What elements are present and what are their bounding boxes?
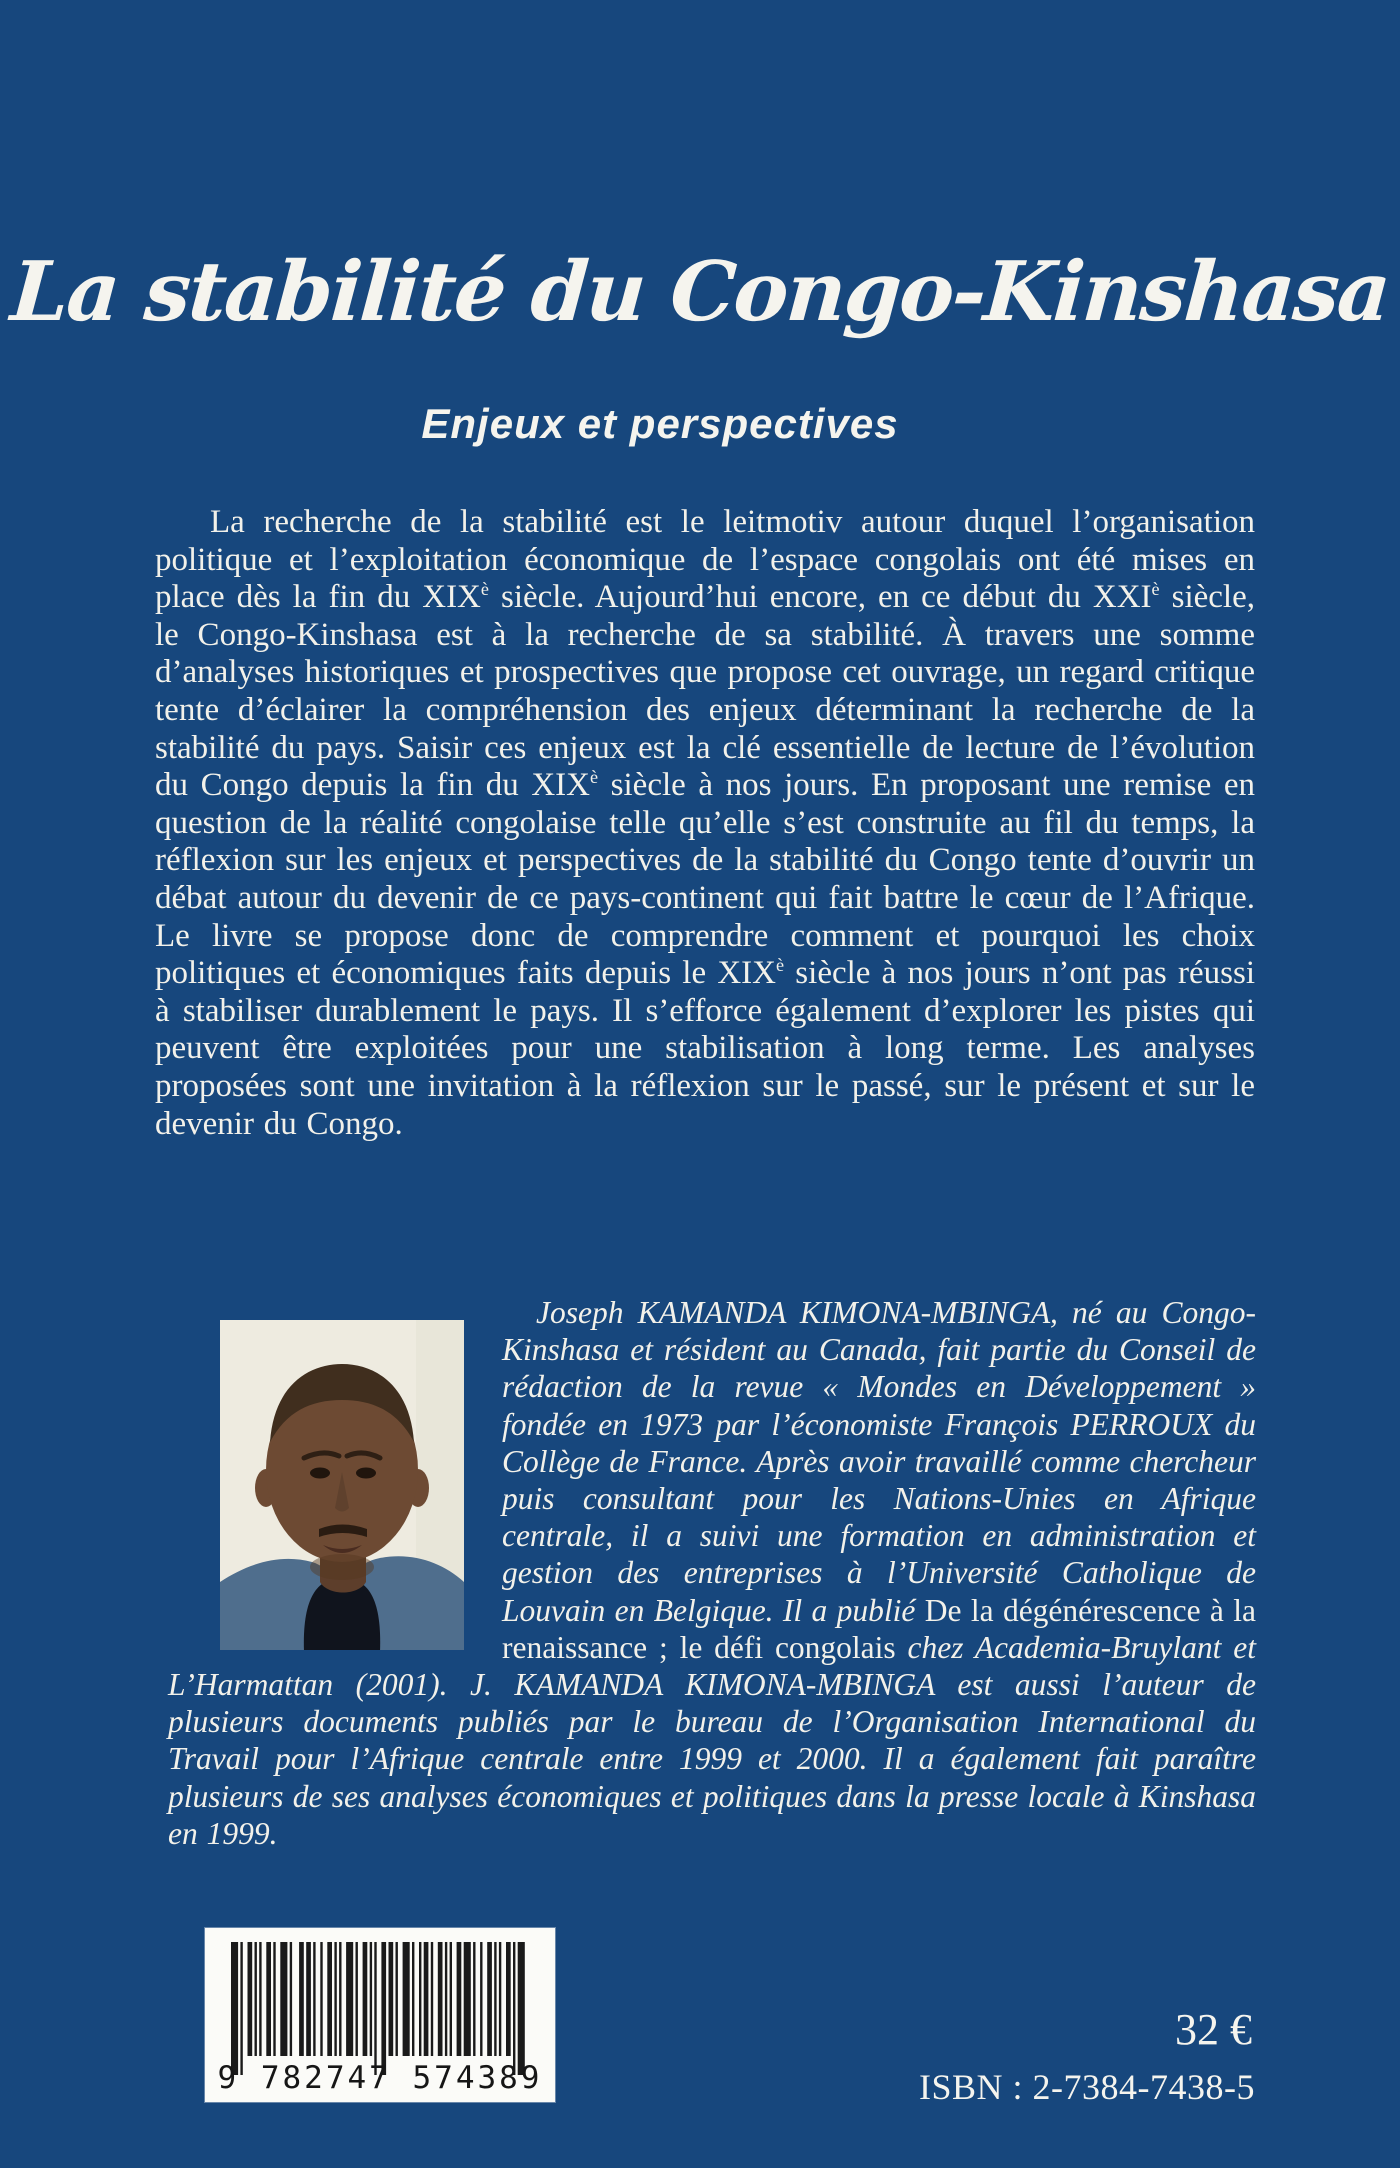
author-bio-text: Joseph KAMANDA KIMONA-MBINGA, né au Congo-Kinshasa et résident au Canada, fait partie du Conseil de rédaction de la revue « Mondes en Développement » fondée en 1973 par l’économiste François PERROUX du Collège de France. Après avoir travaillé comme chercheur puis consultant pour les Nations-Unies en Afrique centrale, il a suivi une formation en administration et gestion des entreprises à l’Université Catholique de Louvain en Belgique. Il a publié De la dégénérescence à la renaissance ; le défi congolais chez Academia-Bruylant et L’Harmattan (2001). J. KAMANDA KIMONA-MBINGA est aussi l’auteur de plusieurs documents publiés par le bureau de l’Organisation International du Travail pour l’Afrique centrale entre 1999 et 2000. Il a également fait paraître plusieurs de ses analyses économiques et politiques dans la presse locale à Kinshasa en 1999. — [168, 1295, 1256, 1851]
barcode-bars — [227, 1942, 533, 2078]
isbn-label: ISBN : 2-7384-7438-5 — [919, 2067, 1255, 2107]
barcode — [205, 1928, 555, 2102]
book-title: La stabilité du Congo-Kinshasa — [7, 244, 1392, 340]
price-label: 32 € — [1175, 2005, 1252, 2054]
author-bio-section — [168, 1294, 1256, 1852]
author-portrait-photo — [220, 1320, 464, 1650]
synopsis-paragraph: La recherche de la stabilité est le leitmotiv autour duquel l’organisation politique et l’exploitation économique de l’espace congolais ont été mises en place dès la fin du $XIX^è$ siècle. Aujourd’hui encore, en ce début du $XXI^è$ siècle, le Congo-Kinshasa est à la recherche de sa stabilité. À travers une somme d’analyses historiques et prospectives que propose cet ouvrage, un regard critique tente d’éclairer la compréhension des enjeux déterminant la recherche de la stabilité du pays. Saisir ces enjeux est la clé essentielle de lecture de l’évolution du Congo depuis la fin du $XIX^è$ siècle à nos jours. En proposant une remise en question de la réalité congolaise telle qu’elle s’est construite au fil du temps, la réflexion sur les enjeux et perspectives de la stabilité du Congo tente d’ouvrir un débat autour du devenir de ce pays-continent qui fait battre le cœur de l’Afrique. Le livre se propose donc de comprendre comment et pourquoi les choix politiques et économiques faits depuis le $XIX^è$ siècle à nos jours n’ont pas réussi à stabiliser durablement le pays. Il s’efforce également d’explorer les pistes qui peuvent être exploitées pour une stabilisation à long terme. Les analyses proposées sont une invitation à la réflexion sur le passé, sur le présent et sur le devenir du Congo. — [155, 504, 1255, 1142]
barcode-number: 9 782747 574389 — [217, 2060, 543, 2096]
book-subtitle: Enjeux et perspectives — [421, 400, 899, 447]
